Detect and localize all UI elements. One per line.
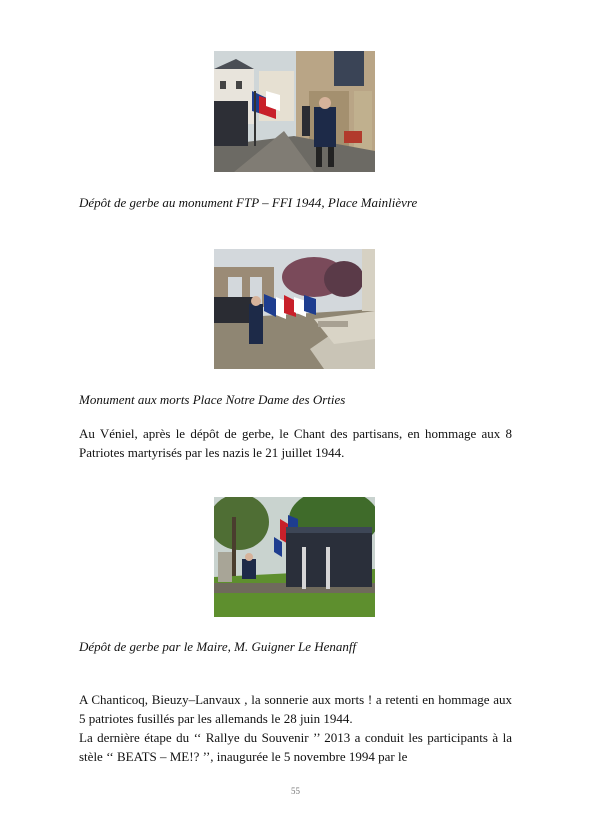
page-number: 55 [291,786,300,796]
paragraph-chanticoq-line-1: A Chanticoq, Bieuzy–Lanvaux , la sonnerie aux morts ! a retenti en hommage aux 5 patriotes fusillés par les allemands le 28 juin 1944. [79,692,512,726]
paragraph-chanticoq [79,690,512,766]
caption-photo-3: Dépôt de gerbe par le Maire, M. Guigner Le Henanff [79,639,357,654]
caption-photo-2: Monument aux morts Place Notre Dame des Orties [79,392,346,407]
paragraph-veniel: Au Véniel, après le dépôt de gerbe, le Chant des partisans, en hommage aux 8 Patriotes martyrisés par les nazis le 21 juillet 1944. [79,426,512,460]
photo-ceremony-veniel [214,497,375,617]
photo-ceremony-place-mainlievre [214,51,375,172]
paragraph-rallye-line-2: La dernière étape du ‘‘ Rallye du Souvenir ’’ 2013 a conduit les participants à la stèle ‘‘ BEATS – ME!? ’’, inaugurée le 5 novembre 1994 par le [79,730,512,764]
caption-photo-1: Dépôt de gerbe au monument FTP – FFI 1944, Place Mainlièvre [79,195,418,210]
photo-ceremony-notre-dame-des-orties [214,249,375,369]
